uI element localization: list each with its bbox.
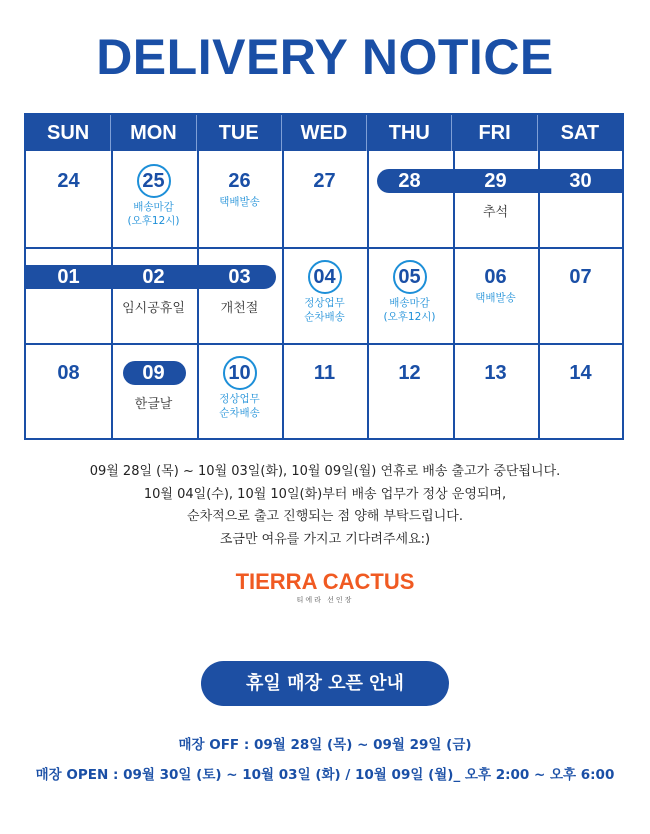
calendar-day: [111, 361, 196, 412]
day-number: 03: [228, 266, 251, 288]
calendar-day: [26, 361, 111, 385]
message-line: 10월 04일(수), 10월 10일(화)부터 배송 업무가 정상 운영되며,: [143, 486, 507, 502]
day-number: 07: [569, 266, 592, 288]
calendar-day: [538, 361, 623, 385]
calendar-day: [453, 361, 538, 385]
calendar-day: [26, 169, 111, 193]
store-off-line: 매장 OFF : 09월 28일 (목) ~ 09월 29일 (금): [178, 737, 472, 753]
weekday-wed: WED: [282, 115, 367, 151]
circled-day-number: 04: [308, 260, 342, 294]
day-number: 27: [313, 170, 336, 192]
calendar-day: [367, 361, 452, 385]
store-open-line: 매장 OPEN : 09월 30일 (토) ~ 10월 03일 (화) / 10월 09일 (월)_ 오후 2:00 ~ 오후 6:00: [35, 767, 615, 783]
weekday-mon: MON: [111, 115, 196, 151]
day-number: 11: [313, 362, 336, 384]
calendar-day: [282, 260, 367, 324]
day-number: 26: [228, 170, 251, 192]
grid-hline: [26, 247, 622, 249]
calendar-day: [538, 169, 623, 193]
circled-day-number: 05: [393, 260, 427, 294]
circled-day-number: 10: [223, 356, 257, 390]
calendar: [24, 113, 624, 440]
day-note: 배송마감 (오후12시): [127, 201, 180, 227]
page-title: DELIVERY NOTICE: [96, 29, 554, 85]
message-line: 순차적으로 출고 진행되는 점 양해 부탁드립니다.: [187, 509, 463, 524]
brand-subtitle: 티에라 선인장: [296, 596, 354, 604]
calendar-day: [111, 265, 196, 316]
day-number: 13: [484, 362, 507, 384]
day-number: 29: [484, 170, 507, 192]
message-line: 09월 28일 (목) ~ 10월 03일(화), 10월 09일(월) 연휴로 배송 출고가 중단됩니다.: [89, 464, 561, 479]
calendar-day: [197, 169, 282, 209]
store-notice-title: 휴일 매장 오픈 안내: [201, 661, 449, 706]
holiday-label: 추석: [482, 205, 509, 220]
day-number: 01: [57, 266, 80, 288]
circled-day-number: 25: [137, 164, 171, 198]
weekday-sat: SAT: [560, 122, 600, 144]
grid-vline: [538, 151, 540, 438]
calendar-day: [453, 265, 538, 305]
holiday-label: 임시공휴일: [122, 301, 185, 316]
calendar-day: [538, 265, 623, 289]
day-number: 24: [57, 170, 80, 192]
holiday-label: 한글날: [134, 397, 173, 412]
day-note: 택배발송: [475, 292, 516, 304]
day-number: 06: [484, 266, 507, 288]
calendar-day: [282, 361, 367, 385]
weekday-sun: SUN: [26, 115, 111, 151]
holiday-label: 개천절: [220, 301, 259, 316]
weekday-thu: THU: [367, 115, 452, 151]
day-note: 정상업무 순차배송: [304, 297, 345, 323]
calendar-day: [197, 356, 282, 420]
weekday-header: [26, 115, 622, 151]
day-number: 28: [398, 170, 421, 192]
day-note: 배송마감 (오후12시): [383, 297, 436, 323]
calendar-day: [111, 164, 196, 228]
calendar-day: [26, 265, 111, 289]
delivery-message: [0, 461, 650, 551]
day-number: 09: [142, 362, 165, 384]
weekday-fri: FRI: [452, 115, 537, 151]
day-number: 08: [57, 362, 80, 384]
message-line: 조금만 여유를 가지고 기다려주세요:): [219, 531, 431, 547]
weekday-tue: TUE: [197, 115, 282, 151]
day-number: 14: [569, 362, 592, 384]
calendar-day: [282, 169, 367, 193]
calendar-grid: [26, 151, 622, 438]
calendar-day: [197, 265, 282, 316]
calendar-day: [453, 169, 538, 220]
day-number: 12: [398, 362, 421, 384]
day-note: 정상업무 순차배송: [219, 393, 260, 419]
grid-hline: [26, 343, 622, 345]
day-note: 택배발송: [219, 196, 260, 208]
calendar-day: [367, 260, 452, 324]
day-number: 30: [569, 170, 592, 192]
calendar-day: [367, 169, 452, 193]
brand-logo: TIERRA CACTUS: [235, 569, 415, 594]
day-number: 02: [142, 266, 165, 288]
